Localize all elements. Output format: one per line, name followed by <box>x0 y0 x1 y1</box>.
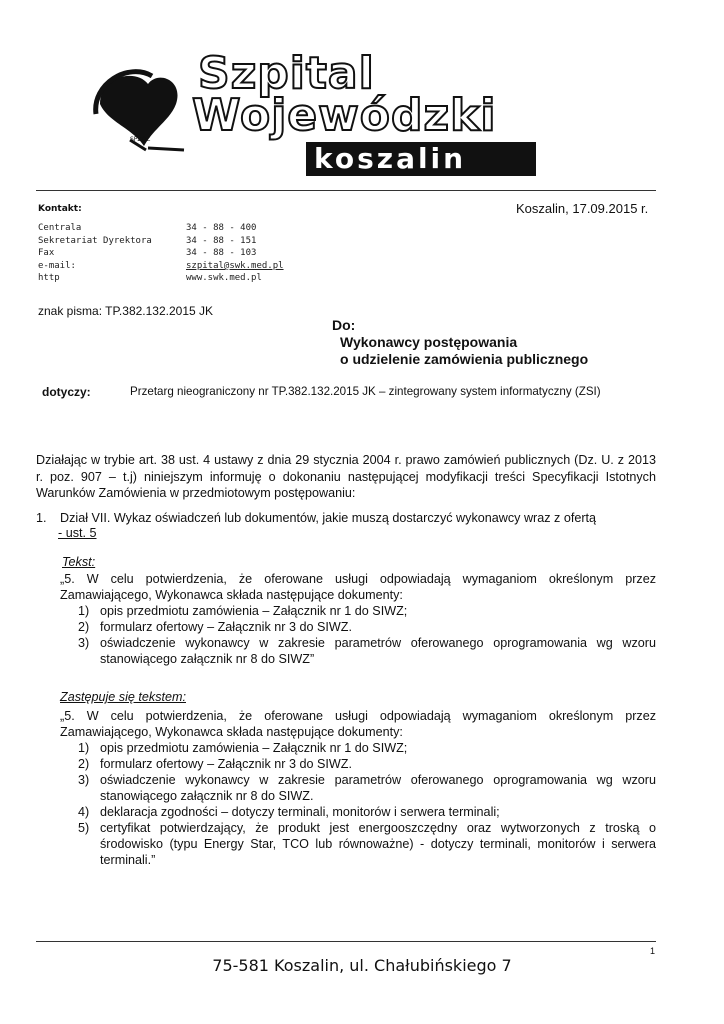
contact-values <box>186 222 284 285</box>
letter-date: Koszalin, 17.09.2015 r. <box>516 201 649 216</box>
list-item: 1) opis przedmiotu zamówienia – Załącznik nr 1 do SIWZ; <box>78 741 408 755</box>
fax-number: 34 - 88 - 103 <box>186 248 257 259</box>
addressee-line: Wykonawcy postępowania <box>340 334 518 350</box>
old-text-lead: „5. W celu potwierdzenia, że oferowane usługi odpowiadają wymaganiom określonym przez Zamawiającego, Wykonawca składa następujące dokumenty: <box>60 572 656 602</box>
contact-label: e-mail: <box>38 260 76 271</box>
list-item: 5) certyfikat potwierdzający, że produkt jest energooszczędny oraz wytworzonych z troską o środowisko (typu Energy Star, TCO lub równoważne) - dotyczy terminali, monitorów i serwera terminali.” <box>78 821 656 867</box>
list-item: 3) oświadczenie wykonawcy w zakresie parametrów oferowanego oprogramowania wg wzoru stanowiącego załącznik nr 8 do SIWZ” <box>78 636 656 666</box>
modification-item <box>36 510 596 526</box>
new-text-heading: Zastępuje się tekstem: <box>60 690 186 704</box>
contact-label: Centrala <box>38 223 82 233</box>
logo-word-koszalin: koszalin <box>314 142 467 175</box>
item-subsection: - ust. 5 <box>58 526 97 540</box>
addressee <box>332 317 588 368</box>
concerning-text: Przetarg nieograniczony nr TP.382.132.2015 JK – zintegrowany system informatyczny (ZSI) <box>130 385 601 398</box>
addressee-line: o udzielenie zamówienia publicznego <box>340 351 589 367</box>
phone-central: 34 - 88 - 400 <box>186 223 257 233</box>
email-link[interactable]: szpital@swk.med.pl <box>186 260 284 271</box>
page-number: 1 <box>650 946 656 956</box>
list-item: 3) oświadczenie wykonawcy w zakresie parametrów oferowanego oprogramowania wg wzoru stanowiącego załącznik nr 8 do SIWZ. <box>78 773 656 803</box>
contact-labels <box>38 222 152 285</box>
logo-word-wojewodzki: Wojewódzki <box>192 90 497 141</box>
addressee-to: Do: <box>332 317 356 333</box>
list-item: 2) formularz ofertowy – Załącznik nr 3 do SIWZ. <box>78 757 352 771</box>
contact-label: Sekretariat Dyrektora <box>38 235 152 246</box>
logo-word-szpital: Szpital <box>198 48 375 99</box>
list-item: 1) opis przedmiotu zamówienia – Załącznik nr 1 do SIWZ; <box>78 604 408 618</box>
logo-small-text: SPZOZ <box>130 136 151 143</box>
contact-heading: Kontakt: <box>38 204 82 214</box>
footer-address: 75-581 Koszalin, ul. Chałubińskiego 7 <box>212 956 512 975</box>
new-document-list <box>78 740 656 868</box>
list-item: 2) formularz ofertowy – Załącznik nr 3 do SIWZ. <box>78 620 352 634</box>
hospital-logo <box>88 48 568 178</box>
new-text-lead: „5. W celu potwierdzenia, że oferowane usługi odpowiadają wymaganiom określonym przez Zamawiającego, Wykonawca składa następujące dokumenty: <box>60 709 656 739</box>
old-document-list <box>78 603 656 667</box>
footer-divider <box>36 941 656 942</box>
intro-paragraph: Działając w trybie art. 38 ust. 4 ustawy z dnia 29 stycznia 2004 r. prawo zamówień publicznych (Dz. U. z 2013 r. poz. 907 – t.j) niniejszym informuję o dokonaniu następującej modyfikacji treści Specyfikacji Istotnych Warunków Zamówienia w przedmiotowym postępowaniu: <box>36 453 656 501</box>
concerning-label: dotyczy: <box>42 385 91 399</box>
contact-label: http <box>38 273 60 284</box>
item-title: Dział VII. Wykaz oświadczeń lub dokumentów, jakie muszą dostarczyć wykonawcy wraz z ofertą <box>60 511 597 525</box>
header-divider <box>36 190 656 191</box>
list-item: 4) deklaracja zgodności – dotyczy terminali, monitorów i serwera terminali; <box>78 805 500 819</box>
website-link[interactable]: www.swk.med.pl <box>186 273 262 284</box>
contact-label: Fax <box>38 248 55 259</box>
old-text-heading: Tekst: <box>62 555 96 569</box>
item-number: 1. <box>36 511 47 525</box>
phone-director: 34 - 88 - 151 <box>186 235 257 246</box>
reference-number: znak pisma: TP.382.132.2015 JK <box>38 304 214 318</box>
